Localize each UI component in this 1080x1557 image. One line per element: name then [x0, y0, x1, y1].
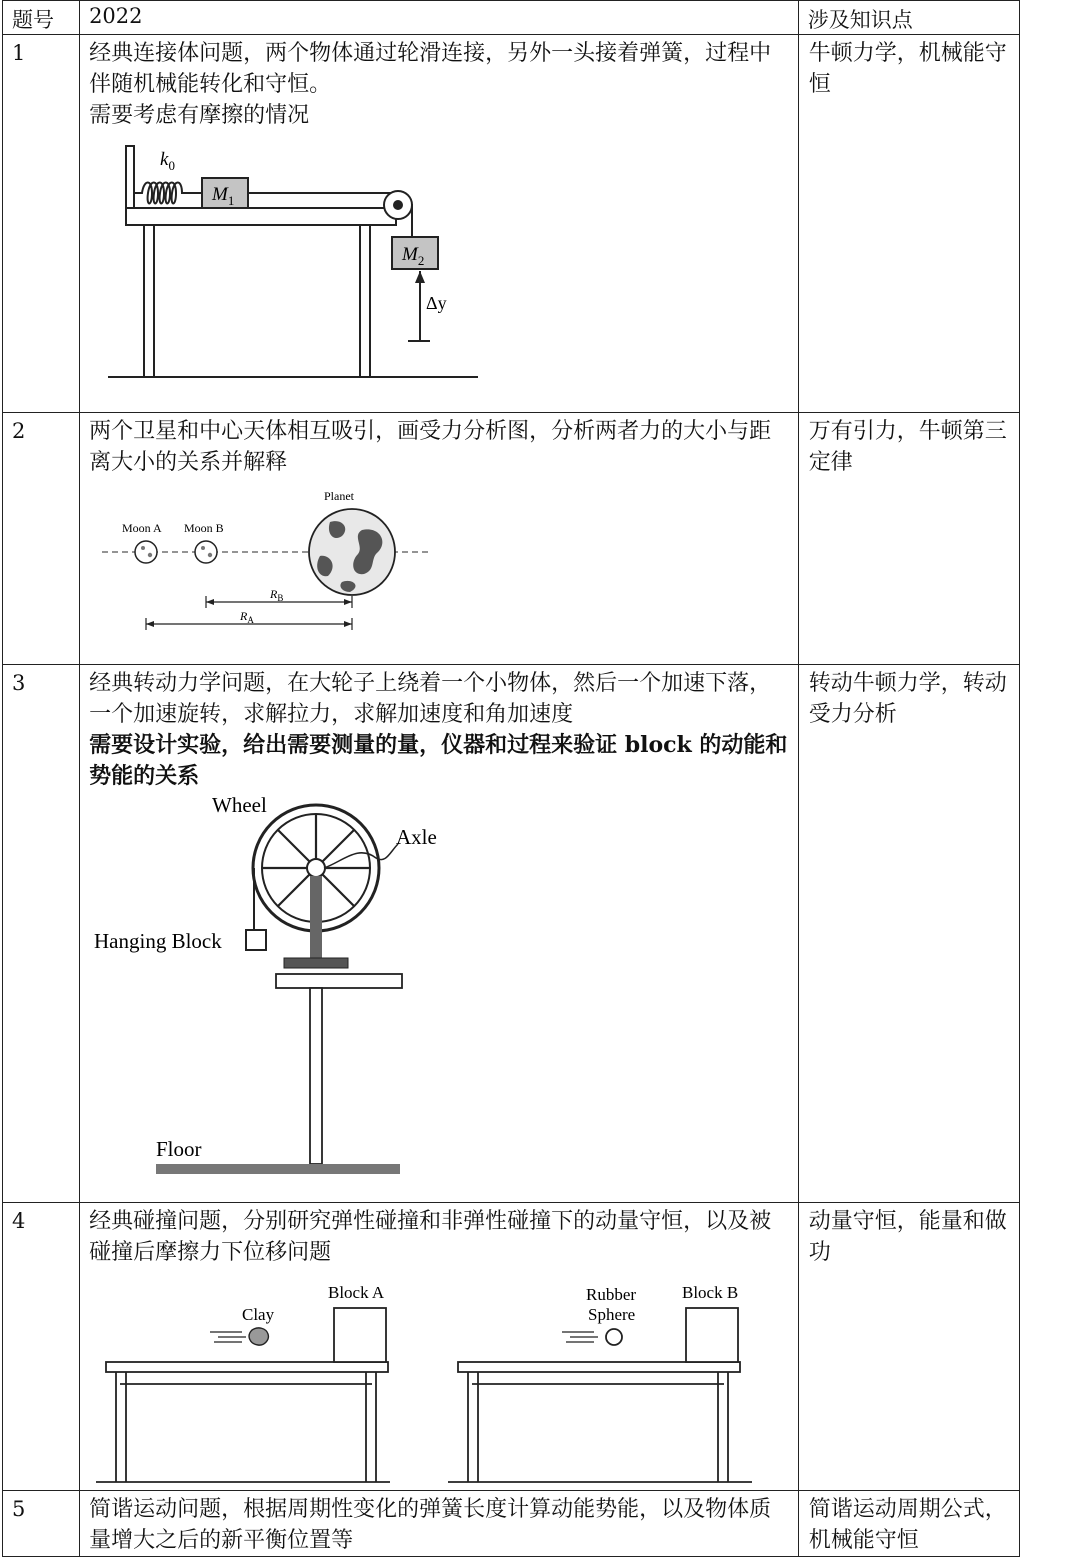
row-knowledge: 万有引力，牛顿第三定律: [798, 413, 1019, 665]
hanging-block-label: Hanging Block: [94, 929, 222, 953]
row-description: 简谐运动问题，根据周期性变化的弹簧长度计算动能势能，以及物体质量增大之后的新平衡位置等: [89, 1497, 772, 1553]
rubber-label-2: Sphere: [588, 1305, 636, 1324]
table-row: [3, 665, 1020, 1203]
row-number: 5: [3, 1491, 80, 1557]
block-b-label: Block B: [682, 1283, 739, 1302]
svg-text:k0: [160, 149, 175, 173]
header-knowledge: 涉及知识点: [798, 1, 1019, 35]
planet-label: Planet: [324, 489, 355, 503]
row-note: 需要考虑有摩擦的情况: [89, 103, 310, 128]
table-row: [3, 1203, 1020, 1491]
row-knowledge: 动量守恒，能量和做功: [798, 1203, 1019, 1491]
row-description: 经典转动力学问题，在大轮子上绕着一个小物体，然后一个加速下落，一个加速旋转，求解拉力，求解加速度和角加速度: [89, 671, 772, 727]
pulley-spring-figure: [80, 131, 796, 411]
row-description: 经典碰撞问题，分别研究弹性碰撞和非弹性碰撞下的动量守恒，以及被碰撞后摩擦力下位移问题: [89, 1209, 772, 1265]
table-row: [3, 35, 1020, 413]
m1-sub: 1: [227, 193, 235, 208]
wheel-axle-figure: [80, 792, 796, 1192]
moon-a-label: Moon A: [122, 521, 162, 535]
planet-moons-figure: [80, 478, 796, 638]
ra-label: R: [240, 609, 248, 623]
row-number: 4: [3, 1203, 80, 1491]
clay-ball: [249, 1328, 268, 1345]
svg-text:RA: [239, 609, 254, 625]
k-sub: 0: [168, 158, 175, 173]
row-note: 需要设计实验，给出需要测量的量，仪器和过程来验证 block 的动能和势能的关系: [89, 732, 788, 789]
knowledge-table: [2, 0, 1020, 1557]
table-header-row: [3, 1, 1020, 35]
table-row: [3, 1491, 1020, 1557]
row-number: 1: [3, 35, 80, 413]
row-knowledge: 牛顿力学，机械能守恒: [798, 35, 1019, 413]
m2-label: M: [402, 244, 418, 265]
arrow-up-icon: [415, 271, 425, 283]
ra-sub: A: [247, 615, 254, 625]
row-content: [80, 413, 799, 665]
rb-sub: B: [277, 593, 284, 603]
header-number: 题号: [3, 1, 80, 35]
table-row: [3, 413, 1020, 665]
svg-text:RB: [269, 587, 283, 603]
row-content: [80, 665, 799, 1203]
row-content: [80, 1491, 799, 1557]
floor-label: Floor: [156, 1137, 202, 1161]
rubber-label-1: Rubber: [586, 1285, 637, 1304]
axle-label: Axle: [396, 825, 437, 849]
row-content: [80, 1203, 799, 1491]
wheel-label: Wheel: [212, 793, 267, 817]
rb-label: R: [270, 587, 278, 601]
header-year: 2022: [80, 1, 799, 35]
row-description: 经典连接体问题，两个物体通过轮滑连接，另外一头接着弹簧，过程中伴随机械能转化和守恒。: [89, 41, 772, 97]
row-knowledge: 转动牛顿力学，转动受力分析: [798, 665, 1019, 1203]
block-a-label: Block A: [328, 1283, 385, 1302]
m2-sub: 2: [417, 253, 425, 268]
collision-figure: [80, 1268, 796, 1490]
m1-label: M: [212, 184, 228, 205]
clay-label: Clay: [242, 1305, 275, 1324]
row-number: 3: [3, 665, 80, 1203]
row-number: 2: [3, 413, 80, 665]
moon-b-label: Moon B: [184, 521, 224, 535]
row-knowledge: 简谐运动周期公式，机械能守恒: [798, 1491, 1019, 1557]
row-content: [80, 35, 799, 413]
k-label: k: [160, 149, 169, 170]
dy-label: Δy: [426, 293, 447, 313]
row-description: 两个卫星和中心天体相互吸引，画受力分析图，分析两者力的大小与距离大小的关系并解释: [89, 419, 772, 475]
